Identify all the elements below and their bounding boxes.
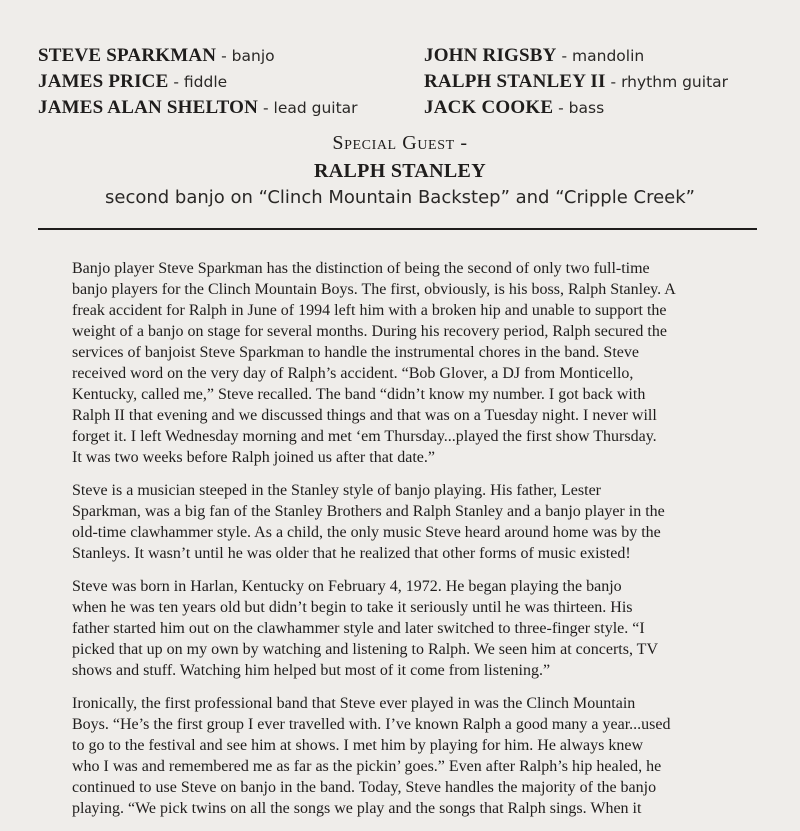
credit-role: - bass bbox=[553, 99, 605, 117]
text-line: Banjo player Steve Sparkman has the distinction of being the second of only two full-time bbox=[72, 260, 650, 277]
text-line: Kentucky, called me,” Steve recalled. The band “didn’t know my number. I got back with bbox=[72, 386, 646, 403]
text-line: It was two weeks before Ralph joined us after that date.” bbox=[72, 449, 435, 466]
credit-name: JAMES PRICE bbox=[38, 71, 169, 92]
special-guest-heading: Special Guest - bbox=[332, 132, 468, 154]
text-line: continued to use Steve on banjo in the band. Today, Steve handles the majority of the banjo bbox=[72, 779, 657, 796]
paragraph-3 bbox=[38, 576, 763, 681]
text-line: playing. “We pick twins on all the songs we play and the songs that Ralph sings. When it bbox=[72, 800, 642, 817]
section-divider bbox=[38, 228, 757, 230]
text-line: forget it. I left Wednesday morning and met ‘em Thursday...played the first show Thursday. bbox=[72, 428, 657, 445]
band-credits bbox=[38, 42, 768, 120]
special-guest-name: RALPH STANLEY bbox=[314, 160, 486, 182]
credit-role: - fiddle bbox=[168, 73, 228, 91]
text-line: Sparkman, was a big fan of the Stanley Brothers and Ralph Stanley and a banjo player in the bbox=[72, 503, 665, 520]
credit-name: JOHN RIGSBY bbox=[424, 45, 557, 66]
text-line: father started him out on the clawhammer style and later switched to three-finger style. “I bbox=[72, 620, 645, 637]
credit-james-price bbox=[38, 68, 424, 94]
credit-steve-sparkman bbox=[38, 42, 424, 68]
special-guest-block bbox=[0, 130, 800, 212]
text-line: Steve was born in Harlan, Kentucky on February 4, 1972. He began playing the banjo bbox=[72, 578, 622, 595]
credit-john-rigsby bbox=[424, 42, 728, 68]
credit-name: JAMES ALAN SHELTON bbox=[38, 97, 259, 118]
credit-james-alan-shelton bbox=[38, 94, 424, 120]
text-line: Boys. “He’s the first group I ever travelled with. I’ve known Ralph a good many a year...used bbox=[72, 716, 671, 733]
text-line: freak accident for Ralph in June of 1994 left him with a broken hip and unable to support the bbox=[72, 302, 667, 319]
credit-name: JACK COOKE bbox=[424, 97, 554, 118]
credits-left-column bbox=[38, 42, 424, 120]
text-line: Ironically, the first professional band that Steve ever played in was the Clinch Mountain bbox=[72, 695, 636, 712]
text-line: services of banjoist Steve Sparkman to handle the instrumental chores in the band. Steve bbox=[72, 344, 639, 361]
credit-role: - banjo bbox=[216, 47, 275, 65]
text-line: received word on the very day of Ralph’s accident. “Bob Glover, a DJ from Monticello, bbox=[72, 365, 634, 382]
credit-name: RALPH STANLEY II bbox=[424, 71, 606, 92]
text-line: old-time clawhammer style. As a child, the only music Steve heard around home was by the bbox=[72, 524, 661, 541]
credit-ralph-stanley-ii bbox=[424, 68, 728, 94]
text-line: shows and stuff. Watching him helped but most of it come from listening.” bbox=[72, 662, 551, 679]
credit-jack-cooke bbox=[424, 94, 728, 120]
biography-text bbox=[38, 258, 763, 831]
credit-name: STEVE SPARKMAN bbox=[38, 45, 217, 66]
text-line: banjo players for the Clinch Mountain Boys. The first, obviously, is his boss, Ralph Stanley. A bbox=[72, 281, 676, 298]
credit-role: - lead guitar bbox=[258, 99, 358, 117]
text-line: when he was ten years old but didn’t begin to take it seriously until he was thirteen. His bbox=[72, 599, 633, 616]
text-line: to go to the festival and see him at shows. I met him by playing for him. He always knew bbox=[72, 737, 643, 754]
credits-right-column bbox=[424, 42, 728, 120]
credit-role: - rhythm guitar bbox=[605, 73, 729, 91]
special-guest-note: second banjo on “Clinch Mountain Backstep” and “Cripple Creek” bbox=[105, 187, 695, 208]
text-line: weight of a banjo on stage for several months. During his recovery period, Ralph secured the bbox=[72, 323, 667, 340]
text-line: Ralph II that evening and we discussed things and that was on a Tuesday night. I never will bbox=[72, 407, 657, 424]
credit-role: - mandolin bbox=[556, 47, 645, 65]
text-line: Stanleys. It wasn’t until he was older that he realized that other forms of music existed! bbox=[72, 545, 631, 562]
paragraph-2 bbox=[38, 480, 763, 564]
text-line: who I was and remembered me as far as the pickin’ goes.” Even after Ralph’s hip healed, he bbox=[72, 758, 662, 775]
text-line: Steve is a musician steeped in the Stanley style of banjo playing. His father, Lester bbox=[72, 482, 601, 499]
text-line: picked that up on my own by watching and listening to Ralph. We seen him at concerts, TV bbox=[72, 641, 659, 658]
paragraph-1 bbox=[38, 258, 763, 468]
paragraph-4 bbox=[38, 693, 763, 819]
